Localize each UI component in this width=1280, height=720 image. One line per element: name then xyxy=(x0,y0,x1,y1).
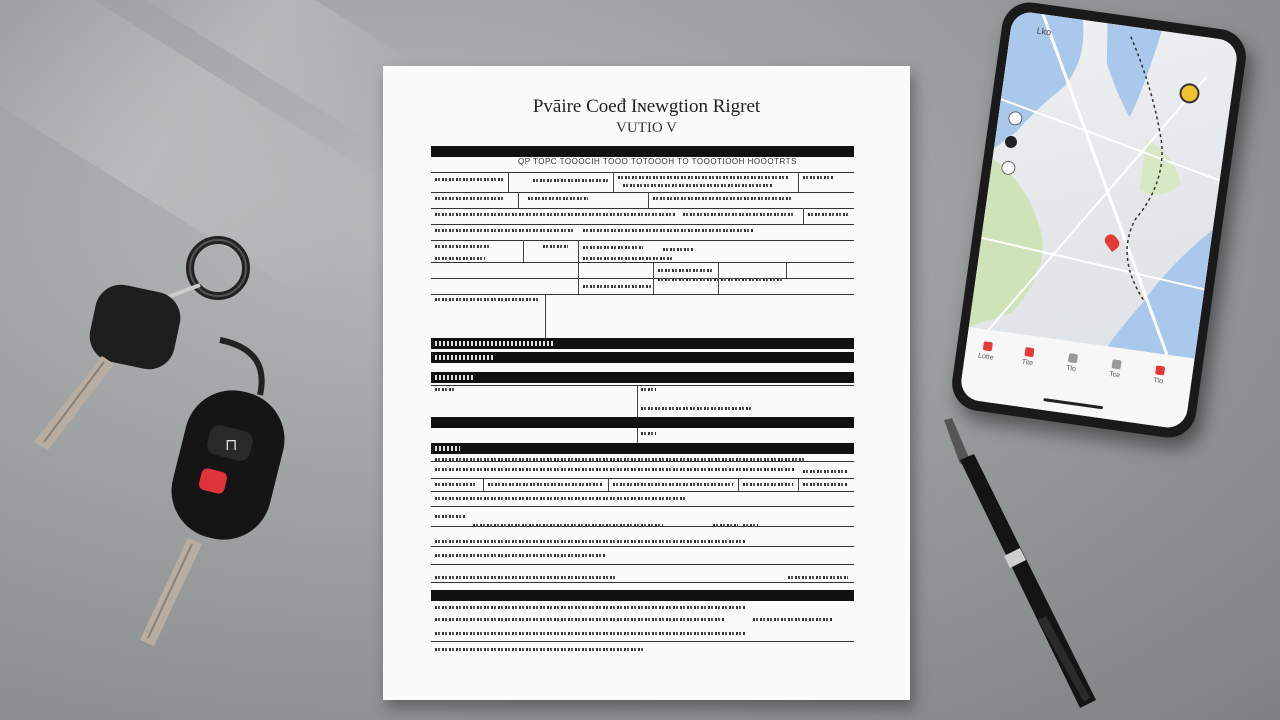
nav-label: Tlo xyxy=(1065,364,1077,374)
nav-item[interactable] xyxy=(1056,352,1088,375)
table-divider xyxy=(798,478,799,491)
form-header-line: QP TOPC TOOOCIH TOOO TOTOOOH TO TOOOTIOOH HOOOTRTS xyxy=(518,157,797,166)
table-divider xyxy=(798,172,799,192)
section-bar xyxy=(431,146,854,157)
field-text xyxy=(543,245,568,248)
field-text xyxy=(808,213,848,216)
table-divider xyxy=(738,478,739,491)
bar-text xyxy=(435,446,460,451)
table-rule xyxy=(431,208,854,209)
field-text xyxy=(683,213,793,216)
bar-text xyxy=(435,355,495,360)
field-text xyxy=(488,483,603,486)
field-text xyxy=(753,618,833,621)
nav-item[interactable] xyxy=(1099,358,1131,381)
field-text xyxy=(583,285,653,288)
field-text xyxy=(658,278,783,281)
field-text xyxy=(435,618,725,621)
table-rule xyxy=(431,506,854,507)
table-rule xyxy=(431,172,854,173)
field-text xyxy=(435,245,490,248)
table-divider xyxy=(648,192,649,208)
table-rule xyxy=(431,564,854,565)
nav-label: Tce xyxy=(1108,370,1121,380)
phone-screen[interactable] xyxy=(959,10,1239,430)
table-divider xyxy=(637,428,638,443)
table-rule xyxy=(431,278,854,279)
field-text xyxy=(583,246,643,249)
field-text xyxy=(528,197,588,200)
field-text xyxy=(435,648,645,651)
field-text xyxy=(613,483,733,486)
nav-label: Lotte xyxy=(977,352,995,362)
field-text xyxy=(533,179,608,182)
field-text xyxy=(658,269,713,272)
field-text xyxy=(435,468,795,471)
field-text xyxy=(435,554,605,557)
nav-item[interactable] xyxy=(970,340,1002,363)
table-divider xyxy=(653,262,654,294)
table-divider xyxy=(637,385,638,417)
nav-icon xyxy=(982,341,992,351)
nav-icon xyxy=(1155,365,1165,375)
field-text xyxy=(623,184,773,187)
table-rule xyxy=(431,582,854,583)
key-fob xyxy=(161,380,294,550)
accident-report-document xyxy=(383,66,910,700)
field-text xyxy=(435,197,505,200)
table-rule xyxy=(431,262,854,263)
map-graphic xyxy=(969,10,1239,359)
key-blade-groove xyxy=(148,544,192,638)
table-divider xyxy=(518,192,519,208)
document-title: Pvāire Coeđ Iɴewgtion Rigret xyxy=(532,96,761,117)
table-rule xyxy=(431,192,854,193)
park-area xyxy=(969,159,1055,336)
table-rule xyxy=(431,385,854,386)
table-divider xyxy=(545,294,546,338)
field-text xyxy=(653,197,793,200)
field-text xyxy=(641,407,751,410)
field-text xyxy=(713,524,738,527)
bar-text xyxy=(435,375,475,380)
table-divider xyxy=(786,262,787,278)
nav-item[interactable] xyxy=(1143,364,1175,387)
field-text xyxy=(435,213,675,216)
pen xyxy=(930,410,1120,720)
nav-icon xyxy=(1024,347,1034,357)
nav-item[interactable] xyxy=(1012,345,1044,368)
table-rule xyxy=(431,461,854,462)
field-text xyxy=(473,524,663,527)
field-text xyxy=(435,497,685,500)
park-area xyxy=(1139,140,1186,198)
nav-icon xyxy=(1067,353,1077,363)
pen-clip xyxy=(1038,616,1090,702)
car-keys xyxy=(20,220,340,660)
fob-lock-glyph: ⊓ xyxy=(225,437,238,454)
field-text xyxy=(641,388,656,391)
table-rule xyxy=(431,224,854,225)
field-text xyxy=(743,524,758,527)
table-divider xyxy=(508,172,509,192)
field-text xyxy=(788,576,848,579)
pen-tip xyxy=(944,418,970,464)
section-bar xyxy=(431,417,854,428)
water-body xyxy=(1095,23,1162,120)
field-text xyxy=(435,540,745,543)
section-bar xyxy=(431,443,854,454)
field-text xyxy=(435,458,805,461)
table-rule xyxy=(431,294,854,295)
field-text xyxy=(435,606,745,609)
field-text xyxy=(743,483,793,486)
map-label: Lko xyxy=(1036,25,1052,38)
key-blade-groove xyxy=(44,362,104,442)
field-text xyxy=(435,483,475,486)
field-text xyxy=(803,470,848,473)
field-text xyxy=(803,176,833,179)
field-text xyxy=(435,298,540,301)
table-rule xyxy=(431,641,854,642)
field-text xyxy=(663,248,693,251)
field-text xyxy=(435,178,503,181)
table-rule xyxy=(431,491,854,492)
table-divider xyxy=(803,208,804,224)
pen-body xyxy=(960,454,1096,708)
table-rule xyxy=(431,240,854,241)
key-blade xyxy=(140,538,202,646)
nav-label: Tite xyxy=(1021,358,1034,368)
field-text xyxy=(435,632,745,635)
smartphone xyxy=(949,0,1250,441)
field-text xyxy=(803,483,848,486)
section-bar xyxy=(431,372,854,383)
section-bar xyxy=(431,590,854,601)
fob-ring xyxy=(220,340,262,395)
field-text xyxy=(435,515,465,518)
field-text xyxy=(641,432,656,435)
table-rule xyxy=(431,478,854,479)
field-text xyxy=(435,229,575,232)
field-text xyxy=(435,576,615,579)
map-view[interactable] xyxy=(969,10,1239,359)
document-subtitle: VUTIO V xyxy=(616,120,677,136)
table-divider xyxy=(523,240,524,262)
table-divider xyxy=(613,172,614,192)
bar-text xyxy=(435,341,555,346)
home-indicator xyxy=(1043,398,1103,409)
field-text xyxy=(618,176,788,179)
field-text xyxy=(435,388,455,391)
table-divider xyxy=(483,478,484,491)
field-text xyxy=(583,257,673,260)
table-divider xyxy=(578,240,579,294)
table-divider xyxy=(608,478,609,491)
field-text xyxy=(435,257,485,260)
field-text xyxy=(583,229,753,232)
nav-label: Tlo xyxy=(1152,377,1164,386)
table-rule xyxy=(431,546,854,547)
nav-icon xyxy=(1111,359,1121,369)
